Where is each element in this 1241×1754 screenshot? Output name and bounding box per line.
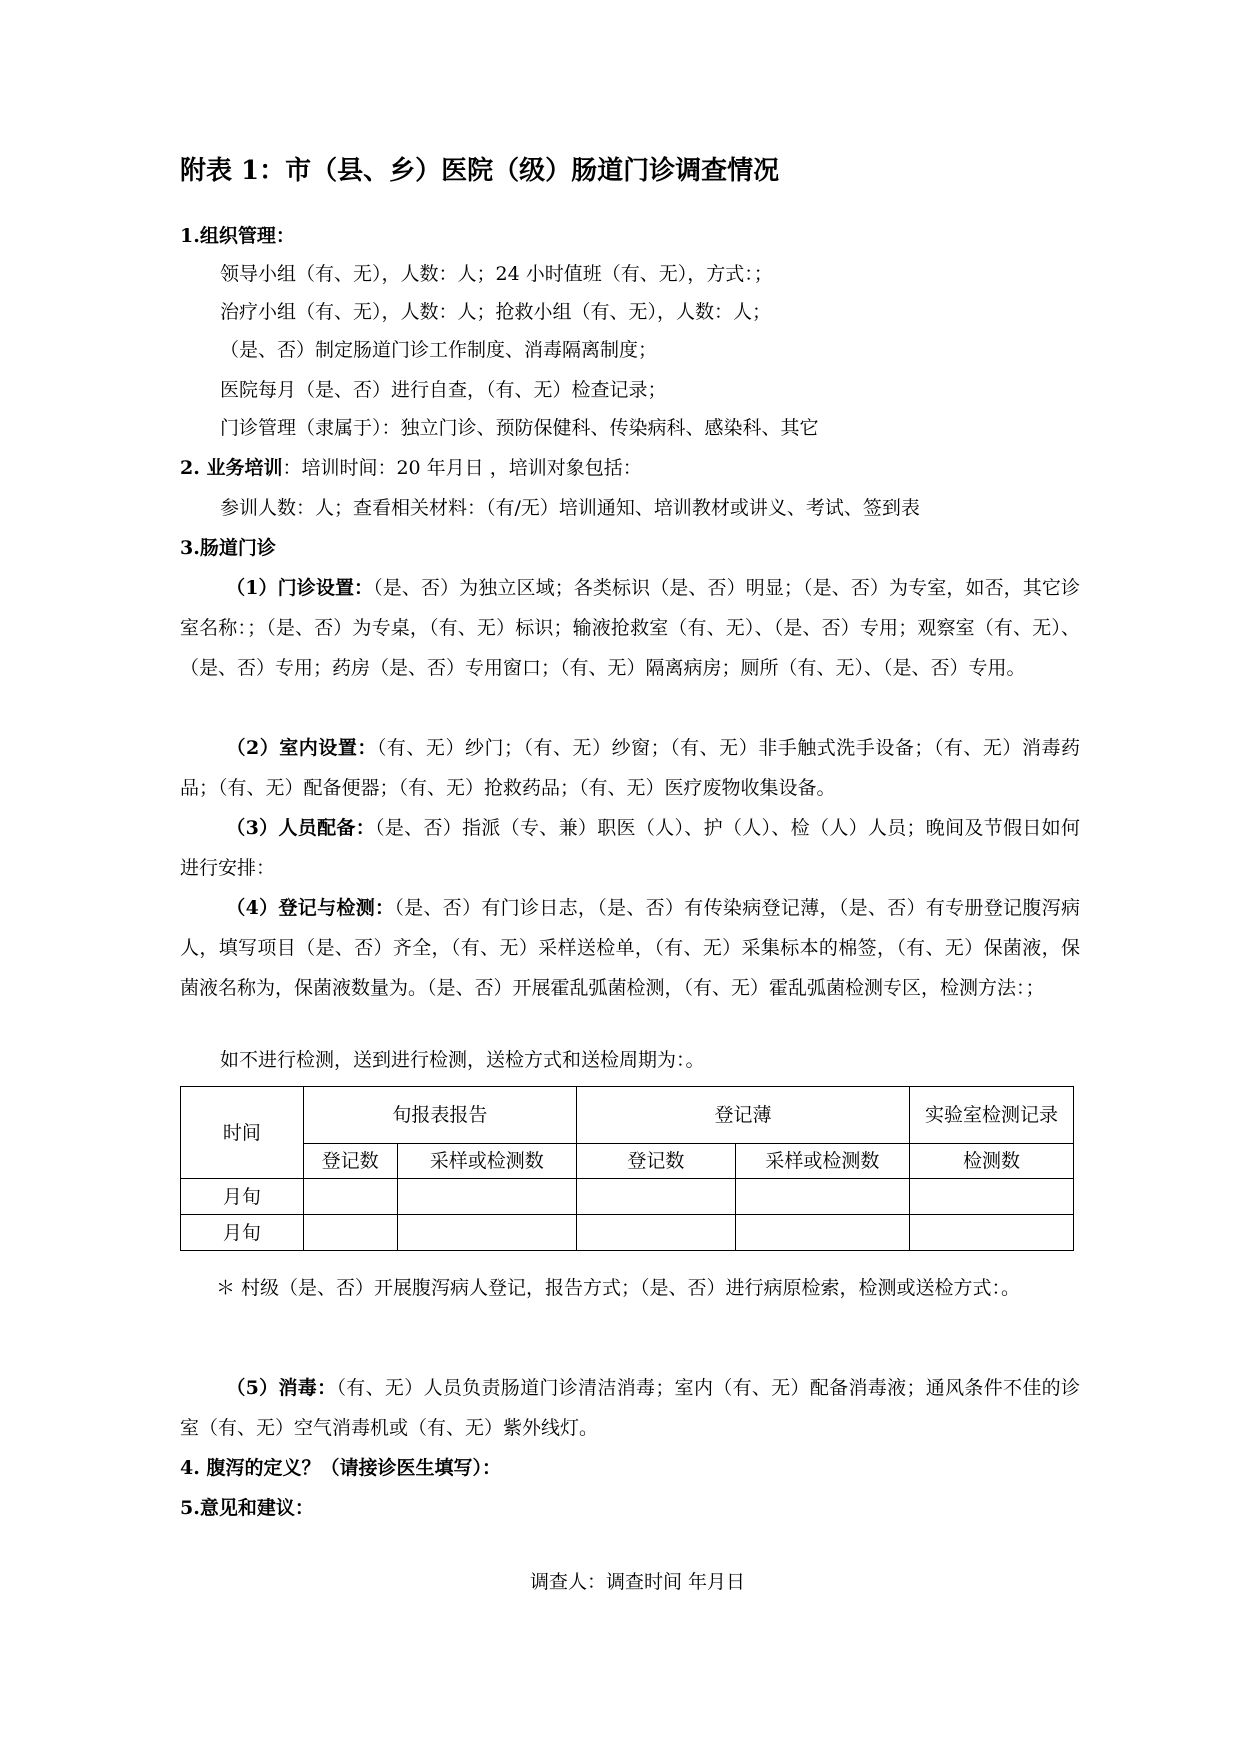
section-3-heading: 3.肠道门诊 xyxy=(180,537,276,559)
section-5-heading: 5.意见和建议： xyxy=(180,1497,314,1519)
section-3-outpatient-setup xyxy=(180,568,1080,688)
section-1-line-2: 治疗小组（有、无），人数：人；抢救小组（有、无），人数：人； xyxy=(220,301,772,323)
disinfection-text: （有、无）人员负责肠道门诊清洁消毒；室内（有、无）配备消毒液；通风条件不佳的诊室（有、无）空气消毒机或（有、无）紫外线灯。 xyxy=(180,1377,1080,1439)
outpatient-setup-text: （是、否）为独立区域；各类标识（是、否）明显；（是、否）为专室，如否，其它诊室名称：；（是、否）为专桌，（有、无）标识；输液抢救室（有、无）、（是、否）专用；观察室（有、无）、（是、否）专用；药房（是、否）专用窗口；（有、无）隔离病房；厕所（有、无）、（是、否）专用。 xyxy=(180,577,1080,679)
section-3-testing-tail: 如不进行检测，送到进行检测，送检方式和送检周期为：。 xyxy=(220,1049,705,1071)
table-row xyxy=(181,1215,1074,1251)
table-cell[interactable] xyxy=(735,1179,909,1215)
section-4-heading: 4. 腹泻的定义？（请接诊医生填写）： xyxy=(180,1457,501,1479)
table-cell[interactable] xyxy=(910,1215,1074,1251)
report-table xyxy=(180,1086,1074,1251)
registration-testing-text: （是、否）有门诊日志，（是、否）有传染病登记薄，（是、否）有专册登记腹泻病人，填写项目（是、否）齐全，（有、无）采样送检单，（有、无）采集标本的棉签，（有、无）保菌液，保菌液名称为，保菌液数量为。（是、否）开展霍乱弧菌检测，（有、无）霍乱弧菌检测专区，检测方法：； xyxy=(180,897,1080,999)
table-row xyxy=(181,1179,1074,1215)
section-3-indoor-setup xyxy=(180,728,1080,808)
document-title: 附表 1：市（县、乡）医院（级）肠道门诊调查情况 xyxy=(180,156,780,186)
section-2-heading: 2. 业务培训 xyxy=(180,457,283,479)
section-1-heading: 1.组织管理： xyxy=(180,225,295,247)
table-cell[interactable] xyxy=(397,1179,576,1215)
section-2-line-1 xyxy=(180,456,642,480)
staffing-label: （3）人员配备： xyxy=(226,817,376,839)
sub-sample-count-2: 采样或检测数 xyxy=(735,1144,909,1179)
registration-testing-label: （4）登记与检测： xyxy=(226,897,395,919)
table-cell[interactable] xyxy=(910,1179,1074,1215)
table-cell[interactable] xyxy=(576,1215,735,1251)
section-2-training-time: ：培训时间：20 年月日 ，培训对象包括： xyxy=(282,457,642,479)
village-note-text: ＊ 村级（是、否）开展腹泻病人登记，报告方式；（是、否）进行病原检索，检测或送检方式：。 xyxy=(216,1277,1021,1299)
section-3-staffing xyxy=(180,808,1080,888)
section-3-registration-testing xyxy=(180,888,1080,1008)
section-3-disinfection xyxy=(180,1368,1080,1448)
section-1-line-3: （是、否）制定肠道门诊工作制度、消毒隔离制度； xyxy=(220,339,658,361)
sub-register-count-2: 登记数 xyxy=(576,1144,735,1179)
header-register: 登记薄 xyxy=(576,1087,909,1144)
sub-sample-count-1: 采样或检测数 xyxy=(397,1144,576,1179)
village-note xyxy=(180,1268,1080,1308)
table-cell[interactable] xyxy=(735,1215,909,1251)
disinfection-label: （5）消毒： xyxy=(226,1377,337,1399)
sub-register-count-1: 登记数 xyxy=(303,1144,397,1179)
row-label: 月旬 xyxy=(181,1215,304,1251)
staffing-text: （是、否）指派（专、兼）职医（人）、护（人）、检（人）人员；晚间及节假日如何进行安排： xyxy=(180,817,1080,879)
section-1-line-5: 门诊管理（隶属于）：独立门诊、预防保健科、传染病科、感染科、其它 xyxy=(220,417,819,439)
section-1-line-4: 医院每月（是、否）进行自查，（有、无）检查记录； xyxy=(220,379,667,401)
header-time: 时间 xyxy=(181,1087,304,1179)
table-cell[interactable] xyxy=(303,1179,397,1215)
section-1-line-1: 领导小组（有、无），人数：人；24 小时值班（有、无），方式：； xyxy=(220,263,773,285)
header-xun-report: 旬报表报告 xyxy=(303,1087,576,1144)
investigator-footer: 调查人：调查时间 年月日 xyxy=(530,1571,746,1593)
section-2-line-2: 参训人数：人；查看相关材料：（有/无）培训通知、培训教材或讲义、考试、签到表 xyxy=(220,497,920,519)
table-cell[interactable] xyxy=(576,1179,735,1215)
indoor-setup-text: （有、无）纱门；（有、无）纱窗；（有、无）非手触式洗手设备；（有、无）消毒药品；（有、无）配备便器；（有、无）抢救药品；（有、无）医疗废物收集设备。 xyxy=(180,737,1080,799)
table-cell[interactable] xyxy=(397,1215,576,1251)
outpatient-setup-label: （1）门诊设置： xyxy=(226,577,374,599)
header-lab-record: 实验室检测记录 xyxy=(910,1087,1074,1144)
indoor-setup-label: （2）室内设置： xyxy=(226,737,377,759)
table-cell[interactable] xyxy=(303,1215,397,1251)
sub-test-count: 检测数 xyxy=(910,1144,1074,1179)
row-label: 月旬 xyxy=(181,1179,304,1215)
